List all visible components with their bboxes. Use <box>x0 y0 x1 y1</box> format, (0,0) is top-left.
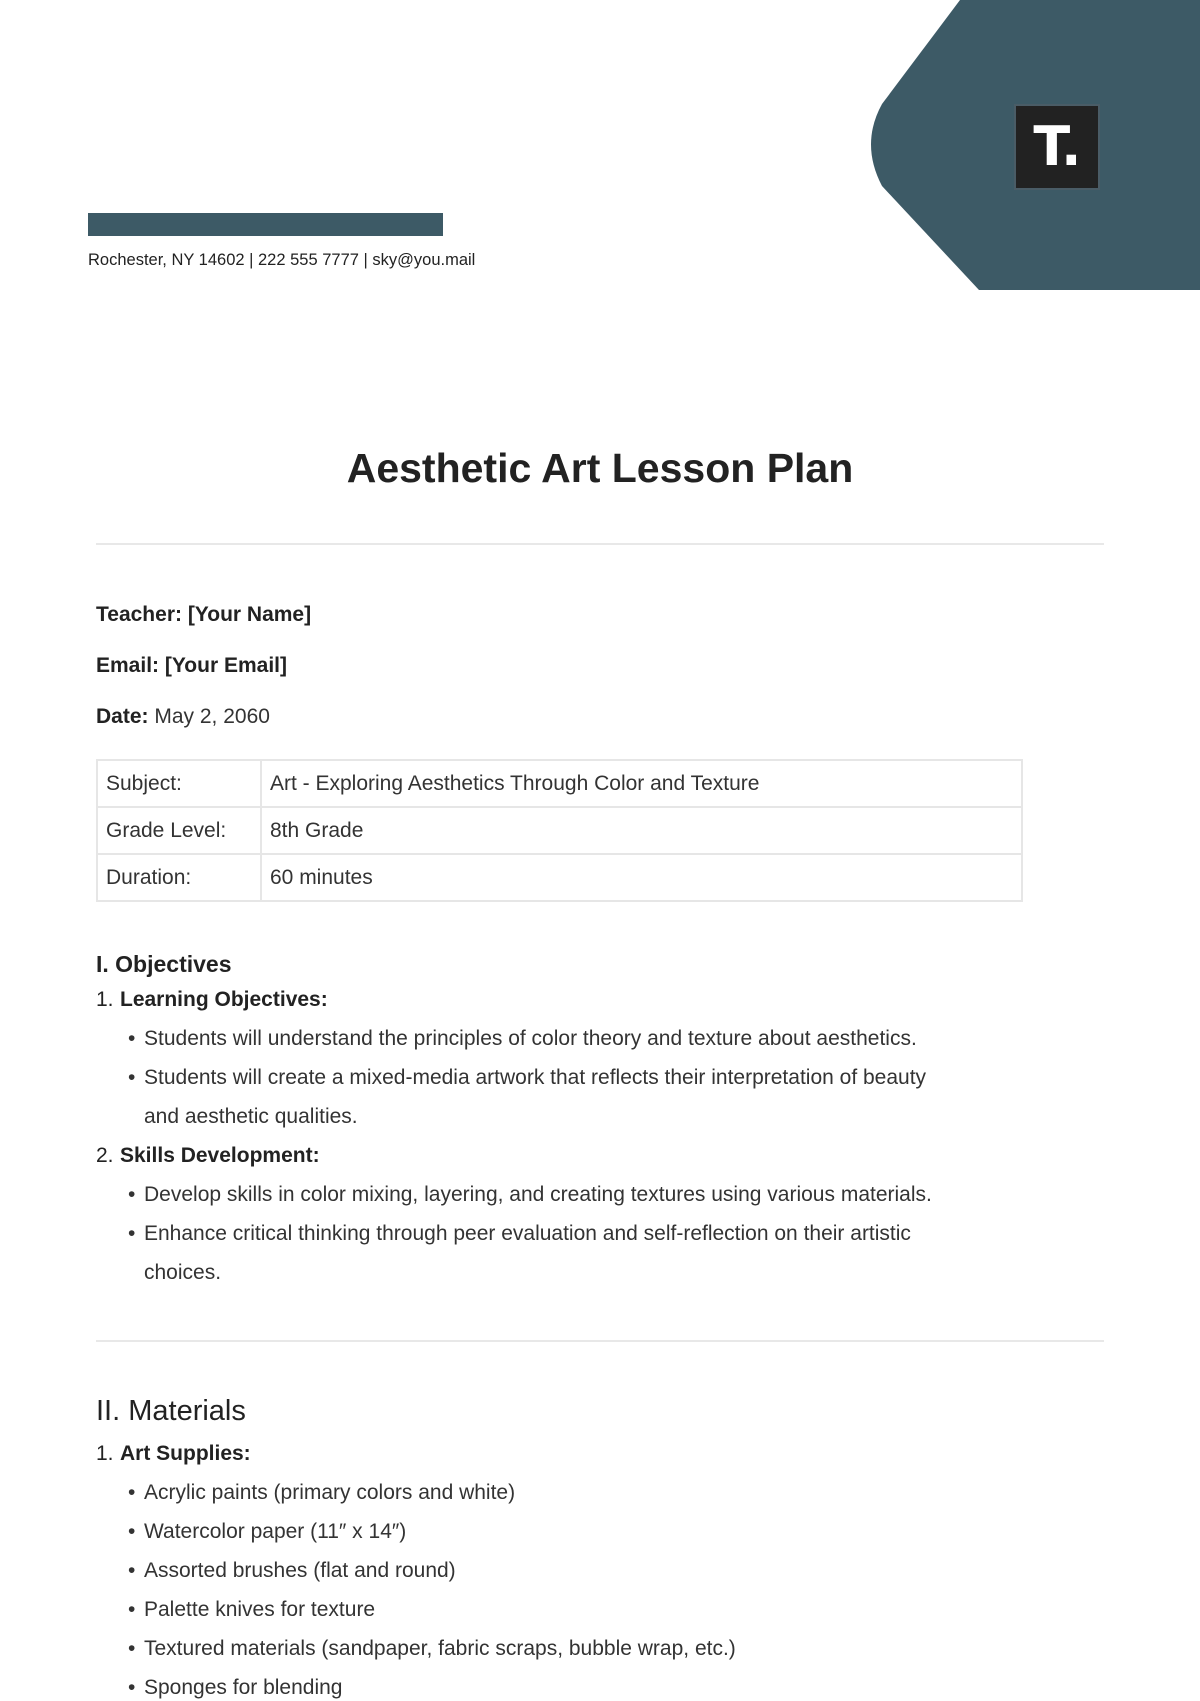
bullet-dot: • <box>128 1559 136 1582</box>
list-number: 1. <box>96 1442 114 1465</box>
bullet-item <box>128 1066 926 1090</box>
bullet-dot: • <box>128 1183 136 1206</box>
bullet-dot: • <box>128 1481 136 1504</box>
teacher-line <box>96 603 311 627</box>
logo <box>1014 104 1100 190</box>
table-row <box>97 854 1022 901</box>
table-key: Subject: <box>97 760 261 807</box>
bullet-text: Textured materials (sandpaper, fabric scraps, bubble wrap, etc.) <box>144 1637 736 1660</box>
bullet-dot: • <box>128 1027 136 1050</box>
name-placeholder-bar <box>88 213 443 236</box>
bullet-item <box>128 1598 375 1622</box>
table-key: Grade Level: <box>97 807 261 854</box>
bullet-dot: • <box>128 1676 136 1699</box>
email-line <box>96 654 287 678</box>
bullet-item <box>128 1520 406 1544</box>
list-label: Skills Development: <box>120 1144 320 1167</box>
list-number: 2. <box>96 1144 114 1167</box>
bullet-continuation: choices. <box>144 1261 222 1284</box>
bullet-text: Palette knives for texture <box>144 1598 376 1621</box>
list-item <box>96 1144 320 1168</box>
table-key: Duration: <box>97 854 261 901</box>
objectives-heading: I. Objectives <box>96 951 232 977</box>
table-value: Art - Exploring Aesthetics Through Color and Texture <box>261 760 1022 807</box>
table-row <box>97 760 1022 807</box>
teacher-label: Teacher: [Your Name] <box>96 603 312 626</box>
date-value: May 2, 2060 <box>154 705 270 728</box>
date-line <box>96 705 270 729</box>
bullet-text: Develop skills in color mixing, layering, and creating textures using various materials. <box>144 1183 932 1206</box>
table-value: 8th Grade <box>261 807 1022 854</box>
materials-heading: II. Materials <box>96 1395 246 1427</box>
bullet-item <box>128 1676 343 1700</box>
list-item <box>96 988 328 1012</box>
bullet-item <box>128 1481 515 1505</box>
table-row <box>97 807 1022 854</box>
bullet-item <box>128 1027 917 1051</box>
bullet-text: Students will create a mixed-media artwork that reflects their interpretation of beauty <box>144 1066 927 1089</box>
bullet-dot: • <box>128 1222 136 1245</box>
logo-text: T. <box>1033 115 1081 178</box>
bullet-dot: • <box>128 1598 136 1621</box>
bullet-text: Enhance critical thinking through peer evaluation and self-reflection on their artistic <box>144 1222 911 1245</box>
list-item <box>96 1442 251 1466</box>
bullet-item <box>128 1222 911 1246</box>
lesson-info-table <box>96 759 1023 902</box>
bullet-text: Assorted brushes (flat and round) <box>144 1559 456 1582</box>
list-number: 1. <box>96 988 114 1011</box>
bullet-text: Acrylic paints (primary colors and white) <box>144 1481 516 1504</box>
table-value: 60 minutes <box>261 854 1022 901</box>
document-title: Aesthetic Art Lesson Plan <box>346 445 854 491</box>
bullet-dot: • <box>128 1637 136 1660</box>
divider <box>96 543 1104 545</box>
contact-info: Rochester, NY 14602 | 222 555 7777 | sky@you.mail <box>88 251 476 269</box>
bullet-item <box>128 1637 736 1661</box>
bullet-item <box>128 1559 456 1583</box>
date-label: Date: <box>96 705 149 728</box>
bullet-continuation: and aesthetic qualities. <box>144 1105 358 1128</box>
bullet-text: Sponges for blending <box>144 1676 343 1699</box>
divider <box>96 1340 1104 1342</box>
list-label: Art Supplies: <box>120 1442 251 1465</box>
bullet-dot: • <box>128 1066 136 1089</box>
bullet-text: Students will understand the principles of color theory and texture about aesthetics. <box>144 1027 917 1050</box>
bullet-dot: • <box>128 1520 136 1543</box>
email-label: Email: [Your Email] <box>96 654 287 677</box>
list-label: Learning Objectives: <box>120 988 328 1011</box>
bullet-item <box>128 1183 932 1207</box>
bullet-text: Watercolor paper (11″ x 14″) <box>144 1520 407 1543</box>
